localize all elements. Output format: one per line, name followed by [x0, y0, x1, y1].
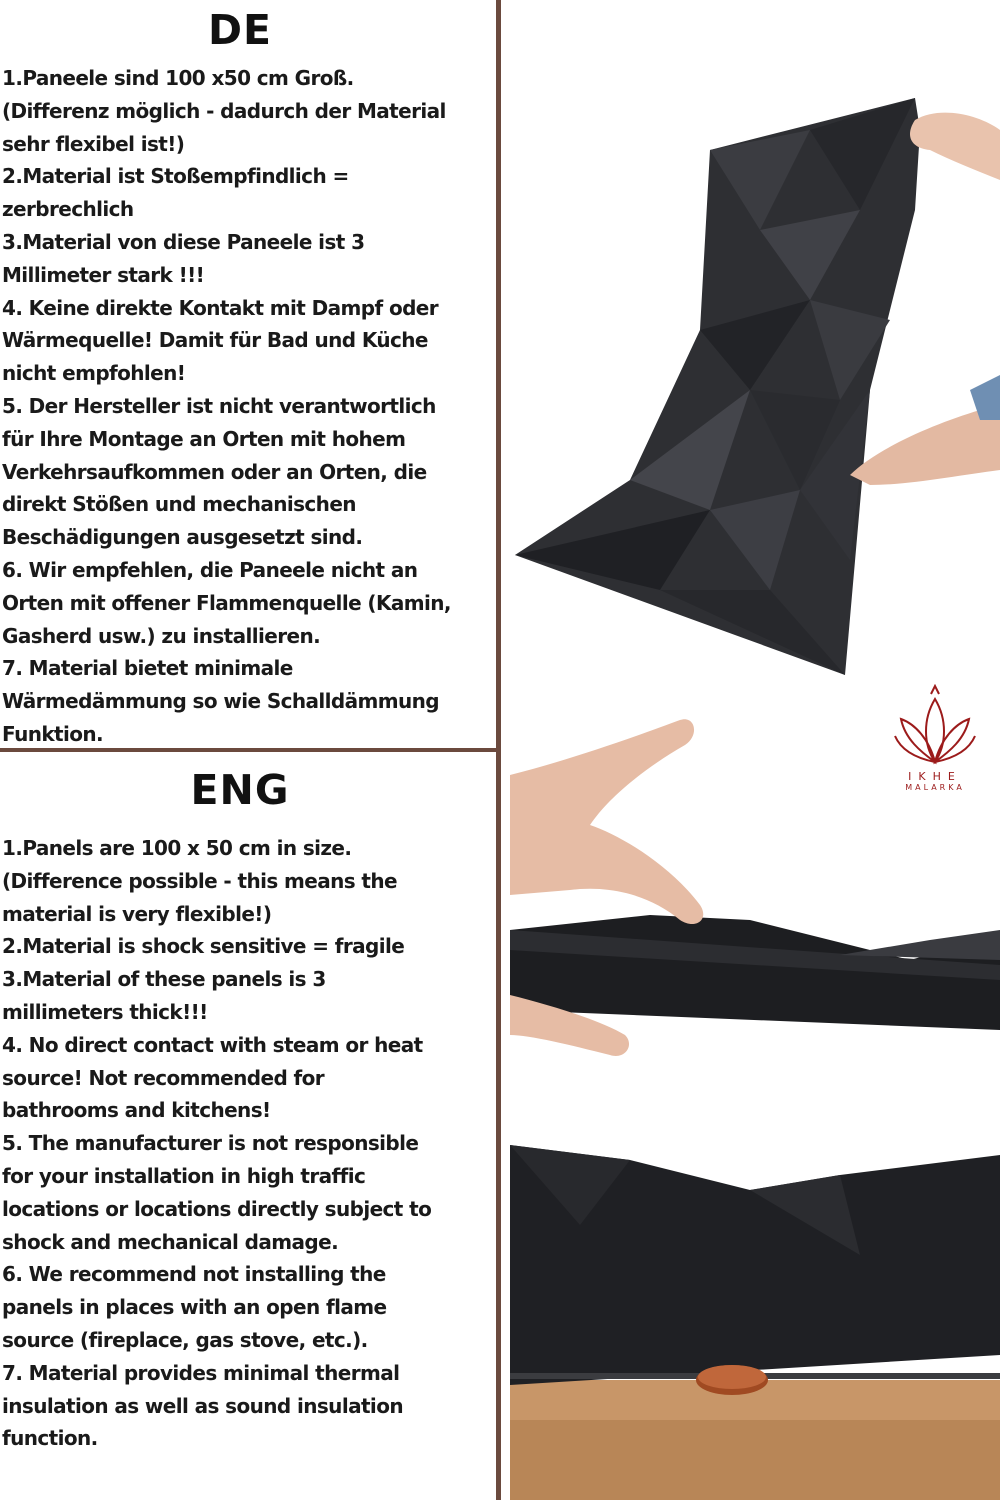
- instruction-line: 4. No direct contact with steam or heat: [2, 1032, 423, 1057]
- instruction-line: Wärmedämmung so wie Schalldämmung: [2, 689, 440, 714]
- instruction-line: Wärmequelle! Damit für Bad und Küche: [2, 328, 428, 353]
- instruction-line: Orten mit offener Flammenquelle (Kamin,: [2, 590, 451, 615]
- instruction-line: für Ihre Montage an Orten mit hohem: [2, 426, 406, 451]
- instruction-line: Gasherd usw.) zu installieren.: [2, 623, 321, 648]
- eng-instructions: [2, 832, 494, 1455]
- instruction-line: 3.Material von diese Paneele ist 3: [2, 229, 365, 254]
- instruction-line: 1.Panels are 100 x 50 cm in size.: [2, 836, 352, 860]
- instruction-line: 5. The manufacturer is not responsible: [2, 1131, 419, 1156]
- instruction-line: panels in places with an open flame: [2, 1295, 387, 1320]
- instruction-line: locations or locations directly subject to: [2, 1196, 432, 1221]
- instruction-line: nicht empfohlen!: [2, 361, 186, 386]
- instruction-line: direkt Stößen und mechanischen: [2, 492, 356, 517]
- logo-name: IKHE: [908, 770, 962, 783]
- instruction-line: function.: [2, 1426, 98, 1451]
- instruction-line: Verkehrsaufkommen oder an Orten, die: [2, 459, 427, 484]
- panel-coin-photo: [510, 1135, 1000, 1500]
- text-column: [0, 0, 496, 1500]
- instruction-line: zerbrechlich: [2, 197, 134, 222]
- section-divider: [0, 748, 498, 752]
- instruction-line: 2.Material is shock sensitive = fragile: [2, 934, 405, 959]
- panel-bending-photo: [510, 90, 1000, 675]
- instruction-line: 5. Der Hersteller ist nicht verantwortlich: [2, 393, 436, 418]
- instruction-line: 3.Material of these panels is 3: [2, 967, 326, 992]
- de-heading: DE: [207, 6, 273, 54]
- instruction-line: millimeters thick!!!: [2, 999, 208, 1024]
- instruction-line: Millimeter stark !!!: [2, 262, 205, 287]
- instruction-line: 7. Material provides minimal thermal: [2, 1360, 400, 1385]
- brand-logo: [893, 684, 977, 814]
- instruction-line: 1.Paneele sind 100 x50 cm Groß.: [2, 66, 354, 90]
- instruction-line: insulation as well as sound insulation: [2, 1393, 403, 1418]
- logo-sub: MALARKA: [905, 783, 965, 792]
- column-divider: [496, 0, 501, 1500]
- instruction-line: material is very flexible!): [2, 901, 272, 926]
- instruction-line: 4. Keine direkte Kontakt mit Dampf oder: [2, 295, 439, 320]
- eng-heading: ENG: [190, 766, 290, 814]
- de-instructions: [2, 62, 494, 751]
- instruction-line: Beschädigungen ausgesetzt sind.: [2, 525, 363, 550]
- instruction-line: sehr flexibel ist!): [2, 131, 185, 156]
- lotus-logo-icon: [893, 684, 977, 766]
- instruction-line: (Differenz möglich - dadurch der Material: [2, 98, 446, 123]
- instruction-line: for your installation in high traffic: [2, 1163, 366, 1188]
- instruction-line: bathrooms and kitchens!: [2, 1098, 271, 1123]
- instruction-line: 6. We recommend not installing the: [2, 1262, 386, 1287]
- instruction-line: Funktion.: [2, 721, 104, 746]
- instruction-line: 2.Material ist Stoßempfindlich =: [2, 164, 349, 189]
- instruction-line: (Difference possible - this means the: [2, 868, 397, 893]
- instruction-line: source (fireplace, gas stove, etc.).: [2, 1327, 368, 1352]
- instruction-line: 7. Material bietet minimale: [2, 656, 293, 681]
- instruction-line: 6. Wir empfehlen, die Paneele nicht an: [2, 557, 418, 582]
- instruction-line: shock and mechanical damage.: [2, 1229, 339, 1254]
- instruction-line: source! Not recommended for: [2, 1065, 325, 1090]
